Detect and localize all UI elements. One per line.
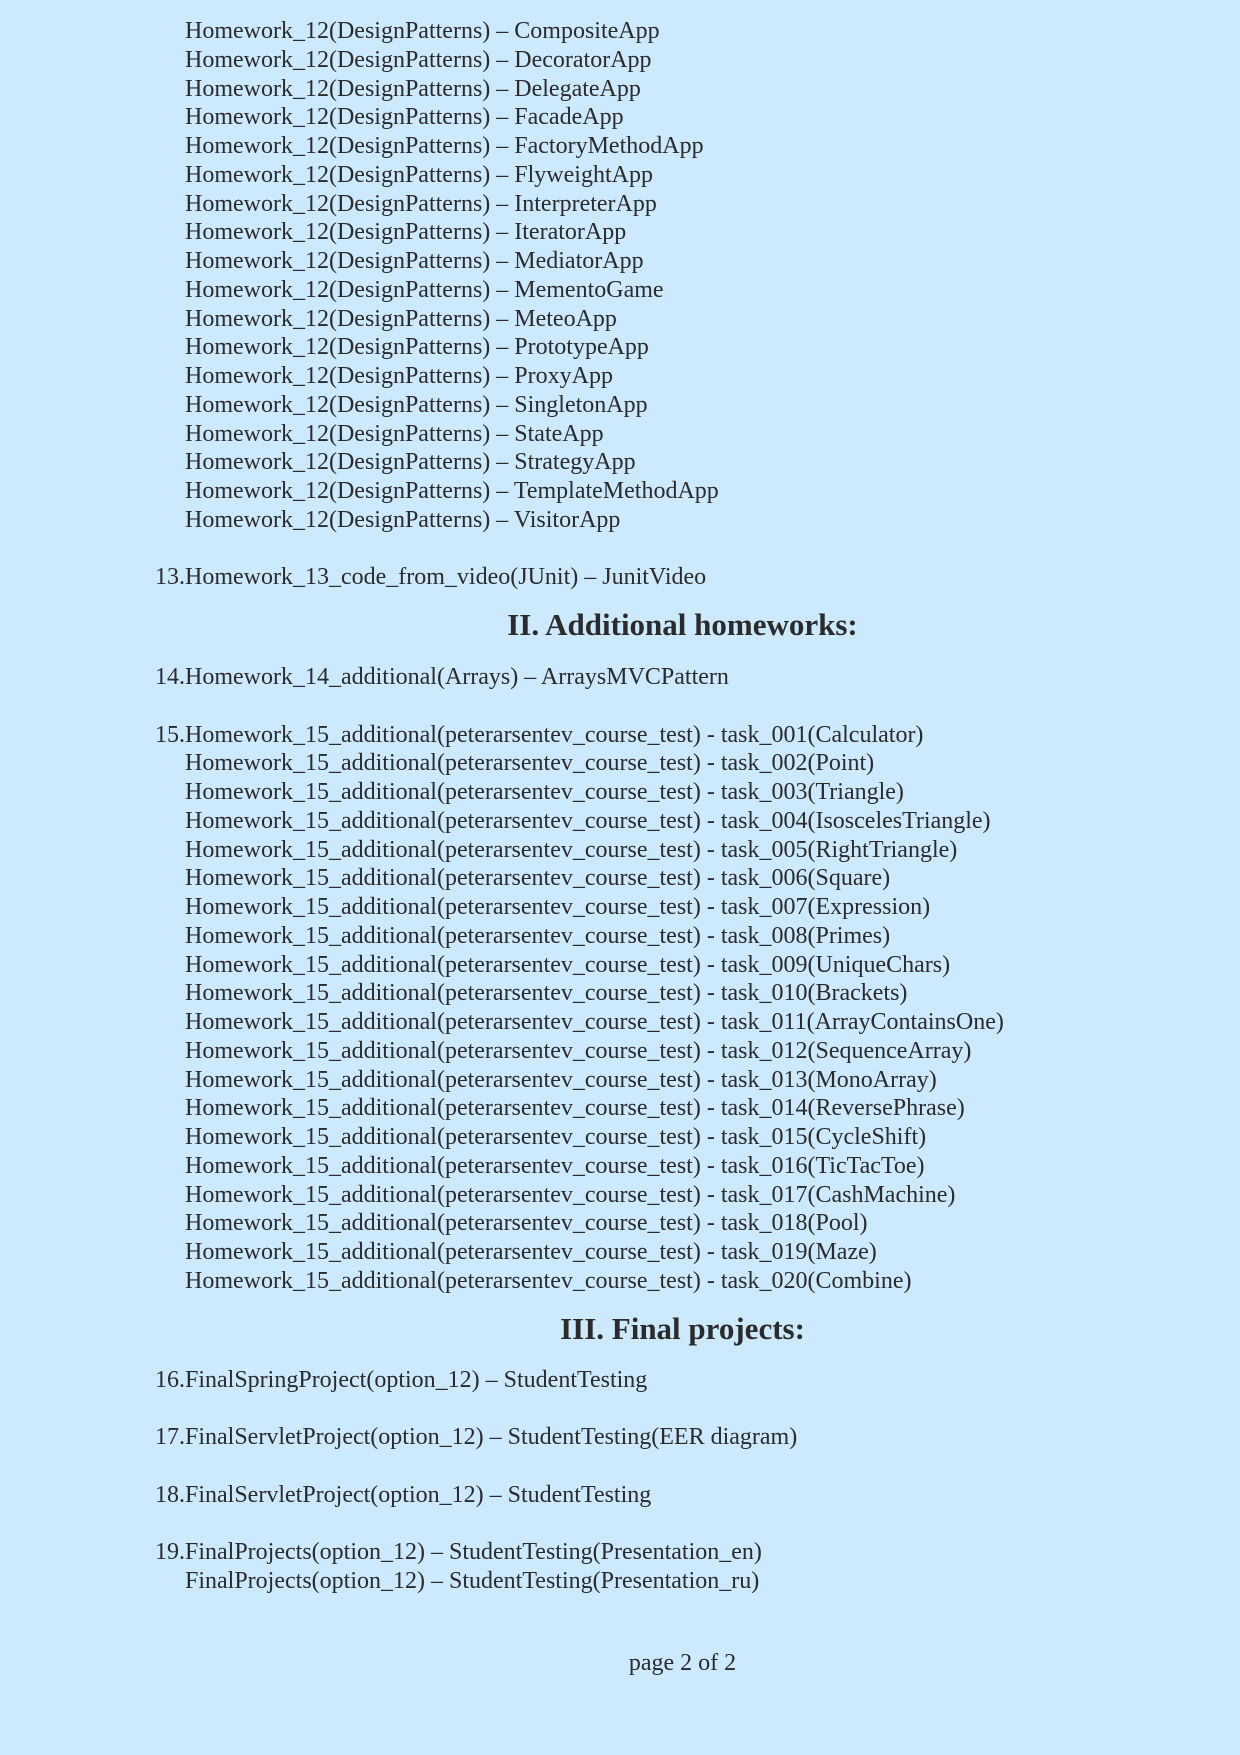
list-item <box>0 1567 1240 1596</box>
link-text[interactable]: Homework_12(DesignPatterns) – FactoryMethodApp <box>185 133 704 159</box>
list-item <box>0 1181 1240 1210</box>
item-number: 16. <box>155 1366 185 1393</box>
list-item <box>0 1066 1240 1095</box>
link-text[interactable]: Homework_15_additional(peterarsentev_course_test) - task_018(Pool) <box>185 1210 868 1237</box>
list-item <box>0 979 1240 1008</box>
list-item <box>0 807 1240 836</box>
link-text[interactable]: Homework_12(DesignPatterns) – DelegateApp <box>185 75 641 102</box>
link-text[interactable]: Homework_15_additional(peterarsentev_course_test) - task_005(RightTriangle) <box>185 836 958 863</box>
link-text[interactable]: Homework_12(DesignPatterns) – StrategyApp <box>185 449 636 476</box>
spacer <box>0 592 1240 608</box>
link-text[interactable]: Homework_12(DesignPatterns) – InterpreterApp <box>185 190 657 217</box>
list-item <box>0 218 1240 247</box>
list-item <box>0 1238 1240 1267</box>
link-text[interactable]: Homework_15_additional(peterarsentev_course_test) - task_016(TicTacToe) <box>185 1152 925 1179</box>
link-text[interactable]: Homework_15_additional(peterarsentev_course_test) - task_013(MonoArray) <box>185 1066 937 1093</box>
item-number: 15. <box>155 721 185 748</box>
list-item <box>0 922 1240 951</box>
link-text[interactable]: Homework_12(DesignPatterns) – TemplateMethodApp <box>185 478 719 504</box>
link-text[interactable]: Homework_15_additional(peterarsentev_course_test) - task_006(Square) <box>185 865 891 892</box>
list-item <box>0 1123 1240 1152</box>
link-text[interactable]: Homework_12(DesignPatterns) – ProxyApp <box>185 363 613 389</box>
list-item <box>0 391 1240 420</box>
link-text[interactable]: Homework_15_additional(peterarsentev_course_test) - task_015(CycleShift) <box>185 1124 927 1150</box>
list-item-15 <box>0 721 1240 1296</box>
list-item <box>0 951 1240 980</box>
link-text[interactable]: Homework_15_additional(peterarsentev_course_test) - task_001(Calculator) <box>185 721 924 748</box>
item-number: 18. <box>155 1481 185 1508</box>
link-text[interactable]: Homework_15_additional(peterarsentev_course_test) - task_020(Combine) <box>185 1267 912 1294</box>
list-item <box>0 17 1240 46</box>
list-item-16 <box>0 1366 1240 1395</box>
list-item <box>0 247 1240 276</box>
list-item <box>0 1538 1240 1567</box>
spacer <box>0 535 1240 564</box>
list-item <box>0 721 1240 750</box>
spacer <box>0 1452 1240 1481</box>
link-text[interactable]: Homework_15_additional(peterarsentev_course_test) - task_008(Primes) <box>185 922 891 949</box>
link-text[interactable]: Homework_12(DesignPatterns) – MeteoApp <box>185 305 617 332</box>
document-page <box>0 17 1240 1596</box>
link-text[interactable]: Homework_15_additional(peterarsentev_course_test) - task_017(CashMachine) <box>185 1181 956 1208</box>
list-item <box>0 75 1240 104</box>
link-text[interactable]: Homework_15_additional(peterarsentev_course_test) - task_019(Maze) <box>185 1239 877 1265</box>
link-text[interactable]: Homework_15_additional(peterarsentev_course_test) - task_010(Brackets) <box>185 980 908 1007</box>
link-text[interactable]: Homework_12(DesignPatterns) – FacadeApp <box>185 104 624 131</box>
list-item <box>0 276 1240 305</box>
link-text[interactable]: Homework_14_additional(Arrays) – ArraysMVCPattern <box>185 664 729 690</box>
list-item <box>0 46 1240 75</box>
link-text[interactable]: Homework_12(DesignPatterns) – MementoGame <box>185 276 664 303</box>
list-item <box>0 1267 1240 1296</box>
link-text[interactable]: Homework_15_additional(peterarsentev_course_test) - task_004(IsoscelesTriangle) <box>185 807 991 834</box>
link-text[interactable]: Homework_15_additional(peterarsentev_course_test) - task_007(Expression) <box>185 894 931 920</box>
link-text[interactable]: FinalServletProject(option_12) – StudentTesting <box>185 1481 652 1508</box>
list-item <box>0 448 1240 477</box>
link-text[interactable]: Homework_12(DesignPatterns) – FlyweightApp <box>185 161 653 188</box>
spacer <box>0 1394 1240 1423</box>
homework-12-list <box>0 17 1240 535</box>
list-item <box>0 420 1240 449</box>
link-text[interactable]: Homework_15_additional(peterarsentev_course_test) - task_014(ReversePhrase) <box>185 1095 965 1122</box>
list-item <box>0 778 1240 807</box>
spacer <box>0 1346 1240 1366</box>
link-text[interactable]: Homework_15_additional(peterarsentev_course_test) - task_011(ArrayContainsOne) <box>185 1009 1004 1035</box>
list-item <box>0 333 1240 362</box>
spacer <box>0 642 1240 663</box>
link-text[interactable]: Homework_12(DesignPatterns) – DecoratorApp <box>185 46 652 73</box>
link-text[interactable]: Homework_15_additional(peterarsentev_course_test) - task_002(Point) <box>185 750 875 777</box>
list-item <box>0 836 1240 865</box>
link-text[interactable]: Homework_15_additional(peterarsentev_course_test) - task_012(SequenceArray) <box>185 1037 972 1064</box>
link-text[interactable]: Homework_15_additional(peterarsentev_course_test) - task_003(Triangle) <box>185 779 904 805</box>
list-item <box>0 506 1240 535</box>
link-text[interactable]: Homework_12(DesignPatterns) – StateApp <box>185 420 604 447</box>
list-item <box>0 864 1240 893</box>
list-item <box>0 749 1240 778</box>
item-number: 13. <box>155 564 185 591</box>
link-text[interactable]: FinalServletProject(option_12) – StudentTesting(EER diagram) <box>185 1424 798 1450</box>
section-heading-final: III. Final projects: <box>560 1310 805 1346</box>
link-text[interactable]: FinalProjects(option_12) – StudentTesting(Presentation_ru) <box>185 1567 760 1594</box>
link-text[interactable]: Homework_12(DesignPatterns) – MediatorApp <box>185 248 644 274</box>
spacer <box>0 1296 1240 1312</box>
list-item-17 <box>0 1423 1240 1452</box>
link-text[interactable]: FinalProjects(option_12) – StudentTesting(Presentation_en) <box>185 1539 762 1565</box>
list-item <box>0 103 1240 132</box>
link-text[interactable]: Homework_12(DesignPatterns) – VisitorApp <box>185 506 621 533</box>
list-item <box>0 132 1240 161</box>
spacer <box>0 692 1240 721</box>
list-item-19 <box>0 1538 1240 1596</box>
section-heading-additional: II. Additional homeworks: <box>507 607 858 642</box>
list-item <box>0 477 1240 506</box>
list-item <box>0 161 1240 190</box>
list-item-13 <box>0 563 1240 592</box>
list-item <box>0 190 1240 219</box>
spacer <box>0 1509 1240 1538</box>
item-number: 17. <box>155 1424 185 1450</box>
list-item <box>0 1094 1240 1123</box>
link-text[interactable]: Homework_13_code_from_video(JUnit) – JunitVideo <box>185 564 707 591</box>
list-item-18 <box>0 1481 1240 1510</box>
list-item <box>0 1037 1240 1066</box>
item-number: 19. <box>155 1539 185 1565</box>
link-text[interactable]: Homework_12(DesignPatterns) – IteratorApp <box>185 219 627 246</box>
item-number: 14. <box>155 664 185 690</box>
link-text[interactable]: FinalSpringProject(option_12) – StudentTesting <box>185 1366 648 1393</box>
link-text[interactable]: Homework_12(DesignPatterns) – CompositeApp <box>185 18 660 44</box>
list-item <box>0 362 1240 391</box>
list-item <box>0 893 1240 922</box>
list-item <box>0 1152 1240 1181</box>
list-item <box>0 1209 1240 1238</box>
list-item <box>0 305 1240 334</box>
link-text[interactable]: Homework_12(DesignPatterns) – SingletonApp <box>185 391 648 418</box>
list-item <box>0 1008 1240 1037</box>
link-text[interactable]: Homework_15_additional(peterarsentev_course_test) - task_009(UniqueChars) <box>185 951 951 978</box>
link-text[interactable]: Homework_12(DesignPatterns) – PrototypeApp <box>185 334 649 361</box>
page-footer: page 2 of 2 <box>628 1650 737 1676</box>
list-item-14 <box>0 663 1240 692</box>
